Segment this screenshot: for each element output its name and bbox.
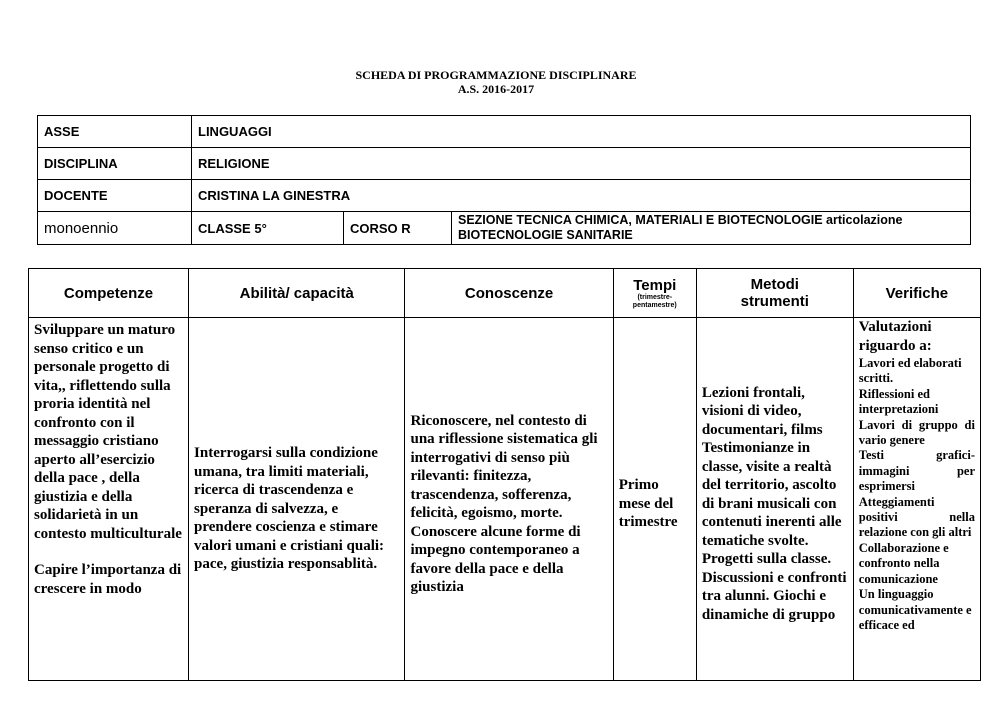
tempi-sub2: pentamestre) xyxy=(632,301,677,309)
verifiche-cell xyxy=(853,318,980,681)
asse-value: LINGUAGGI xyxy=(192,116,971,148)
competenze-text-2: Capire l’importanza di crescere in modo xyxy=(34,562,182,597)
competenze-cell xyxy=(29,318,189,681)
disciplina-value: RELIGIONE xyxy=(192,148,971,180)
col-abilita: Abilità/ capacità xyxy=(189,269,405,318)
sezione-line1: SEZIONE TECNICA CHIMICA, MATERIALI E BIOTECNOLOGIE articolazione xyxy=(458,213,903,227)
document-title: SCHEDA DI PROGRAMMAZIONE DISCIPLINARE xyxy=(355,68,637,82)
verifiche-item-7: Un linguaggio comunicativamente e efficace ed xyxy=(858,587,972,632)
school-year: A.S. 2016-2017 xyxy=(457,82,535,96)
abilita-cell: Interrogarsi sulla condizione umana, tra limiti materiali, ricerca di trascendenza e speranza di salvezza, e prendere coscienza e stimare valori umani e cristiani quali: pace, giustizia responsablità. xyxy=(189,318,405,681)
col-conoscenze: Conoscenze xyxy=(405,269,613,318)
verifiche-item-4: Testi grafici-immagini per esprimersi xyxy=(858,448,975,494)
classe-value: CLASSE 5° xyxy=(192,212,344,245)
sezione-value xyxy=(452,212,971,245)
disciplina-label: DISCIPLINA xyxy=(38,148,192,180)
tempi-cell: Primo mese del trimestre xyxy=(613,318,696,681)
corso-value: CORSO R xyxy=(344,212,452,245)
programming-table xyxy=(28,268,981,681)
period-label: monoennio xyxy=(38,212,192,245)
content-row xyxy=(29,318,981,681)
verifiche-item-5: Atteggiamenti positivi nella relazione con gli altri xyxy=(858,494,975,540)
verifiche-head: Valutazioni riguardo a: xyxy=(858,319,932,354)
metodi-cell: Lezioni frontali, visioni di video, documentari, films Testimonianze in classe, visite a realtà del territorio, ascolto di brani musicali con contenuti inerenti alle tematiche svolte. Progetti sulla classe. Discussioni e confronti tra alunni. Giochi e dinamiche di gruppo xyxy=(696,318,853,681)
tempi-sub1: (trimestre- xyxy=(637,293,673,301)
col-tempi xyxy=(613,269,696,318)
verifiche-item-2: Riflessioni ed interpretazioni xyxy=(858,386,939,417)
info-row-classe xyxy=(38,212,971,245)
verifiche-item-6: Collaborazione e confronto nella comunicazione xyxy=(858,540,949,586)
header-row xyxy=(29,269,981,318)
competenze-text-1: Sviluppare un maturo senso critico e un personale progetto di vita,, riflettendo sulla proria identità nel confronto con il messaggio cristiano aperto all’esercizio della pace , della giustizia e della solidarietà in un contesto multiculturale xyxy=(34,322,182,542)
tempi-label: Tempi xyxy=(633,276,677,294)
info-row-asse xyxy=(38,116,971,148)
info-row-docente xyxy=(38,180,971,212)
metodi-label2: strumenti xyxy=(740,293,809,310)
info-table xyxy=(37,115,971,245)
docente-label: DOCENTE xyxy=(38,180,192,212)
col-verifiche: Verifiche xyxy=(853,269,980,318)
info-row-disciplina xyxy=(38,148,971,180)
sezione-line2: BIOTECNOLOGIE SANITARIE xyxy=(458,228,633,242)
col-competenze: Competenze xyxy=(29,269,189,318)
verifiche-item-3: Lavori di gruppo di vario genere xyxy=(858,417,975,448)
col-metodi xyxy=(696,269,853,318)
verifiche-item-1: Lavori ed elaborati scritti. xyxy=(858,356,962,386)
asse-label: ASSE xyxy=(38,116,192,148)
metodi-label1: Metodi xyxy=(750,276,799,293)
conoscenze-cell: Riconoscere, nel contesto di una riflessione sistematica gli interrogativi di senso più rilevanti: finitezza, trascendenza, sofferenza, felicità, egoismo, morte. Conoscere alcune forme di impegno contemporaneo a favore della pace e della giustizia xyxy=(405,318,613,681)
docente-value: CRISTINA LA GINESTRA xyxy=(192,180,971,212)
